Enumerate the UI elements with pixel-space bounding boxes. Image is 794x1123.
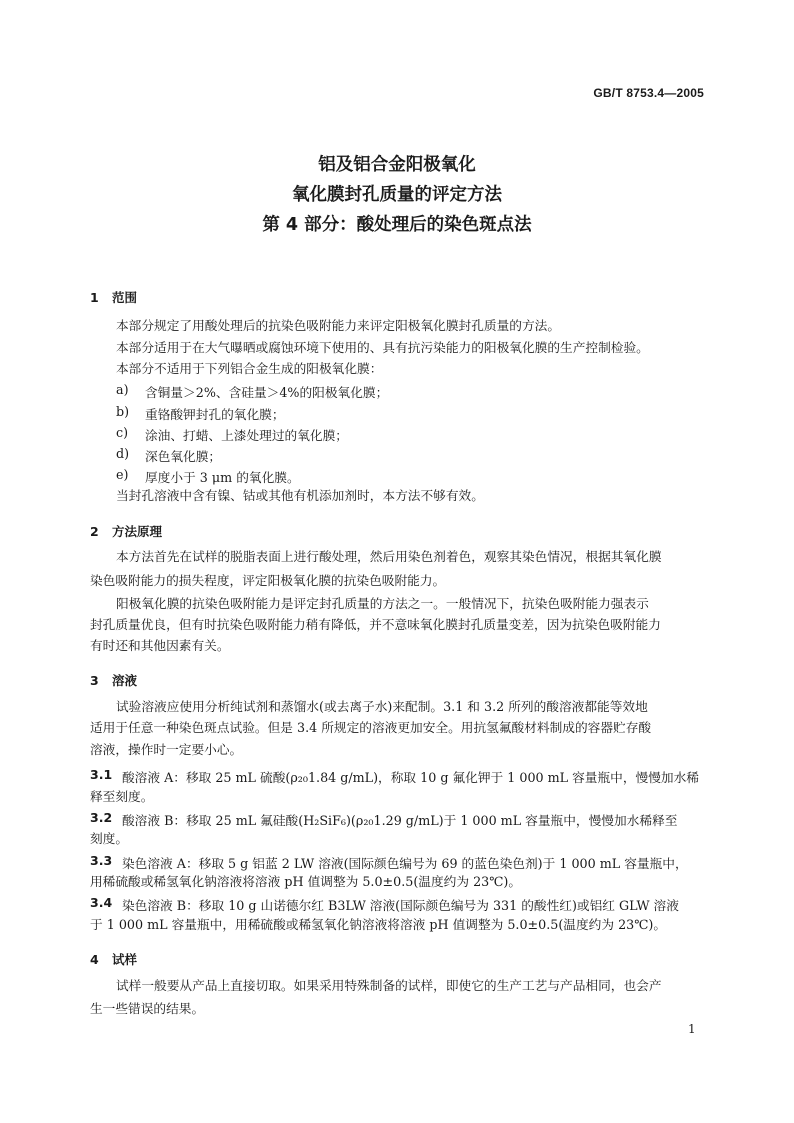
section-3-number: 3 bbox=[90, 673, 99, 688]
section-4-paragraph-line-1: 试样一般要从产品上直接切取。如果采用特殊制备的试样，即使它的生产工艺与产品相同，也会产 bbox=[116, 978, 662, 993]
section-1-paragraph-2: 本部分适用于在大气曝晒或腐蚀环境下使用的、具有抗污染能力的阳极氧化膜的生产控制检验。 bbox=[116, 340, 649, 355]
document-title bbox=[0, 150, 794, 240]
section-2-paragraph-1-line-1: 本方法首先在试样的脱脂表面上进行酸处理，然后用染色剂着色，观察其染色情况，根据其氧化膜 bbox=[116, 549, 662, 564]
section-3-paragraph-line-3: 溶液，操作时一定要小心。 bbox=[90, 742, 243, 757]
list-item-text: 深色氧化膜； bbox=[145, 449, 222, 464]
list-item-letter: d) bbox=[116, 446, 130, 461]
section-1-paragraph-4: 当封孔溶液中含有镍、钴或其他有机添加剂时，本方法不够有效。 bbox=[116, 488, 484, 503]
section-2-number: 2 bbox=[90, 524, 99, 539]
list-item-text: 含铜量＞2%、含硅量＞4%的阳极氧化膜； bbox=[145, 385, 389, 400]
section-2-paragraph-2-line-2: 封孔质量优良，但有时抗染色吸附能力稍有降低，并不意味氧化膜封孔质量变差，因为抗染色吸附能力 bbox=[90, 617, 661, 632]
section-2-title: 方法原理 bbox=[112, 524, 163, 539]
list-item-text: 重铬酸钾封孔的氧化膜； bbox=[145, 407, 285, 422]
list-item-letter: c) bbox=[116, 425, 129, 440]
section-4-title: 试样 bbox=[112, 952, 138, 967]
clause-text-line-2: 于 1 000 mL 容量瓶中，用稀硫酸或稀氢氧化钠溶液将溶液 pH 值调整为 5.0±0.5(温度约为 23℃)。 bbox=[90, 917, 667, 932]
clause-text-line-2: 释至刻度。 bbox=[90, 789, 154, 804]
list-item-text: 厚度小于 3 μm 的氧化膜。 bbox=[145, 470, 300, 485]
list-item-letter: e) bbox=[116, 467, 129, 482]
list-item-letter: b) bbox=[116, 404, 130, 419]
section-4-heading bbox=[90, 950, 137, 968]
section-1-heading bbox=[90, 288, 137, 306]
clause-text-line-1: 酸溶液 A：移取 25 mL 硫酸(ρ₂₀1.84 g/mL)，称取 10 g 氟化钾于 1 000 mL 容量瓶中，慢慢加水稀 bbox=[122, 770, 699, 785]
page-number: 1 bbox=[688, 1022, 696, 1036]
clause-text-line-2: 用稀硫酸或稀氢氧化钠溶液将溶液 pH 值调整为 5.0±0.5(温度约为 23℃)。 bbox=[90, 874, 522, 889]
clause-number: 3.3 bbox=[90, 853, 113, 868]
section-1-title: 范围 bbox=[112, 290, 138, 305]
section-3-heading bbox=[90, 671, 137, 689]
section-1-paragraph-1: 本部分规定了用酸处理后的抗染色吸附能力来评定阳极氧化膜封孔质量的方法。 bbox=[116, 318, 561, 333]
list-item-letter: a) bbox=[116, 382, 129, 397]
clause-text-line-1: 染色溶液 A：移取 5 g 铝蓝 2 LW 溶液(国际颜色编号为 69 的蓝色染色剂)于 1 000 mL 容量瓶中， bbox=[122, 856, 688, 871]
section-3-title: 溶液 bbox=[112, 673, 138, 688]
title-line-1: 铝及铝合金阳极氧化 bbox=[318, 155, 476, 175]
clause-number: 3.1 bbox=[90, 767, 113, 782]
clause-number: 3.4 bbox=[90, 895, 113, 910]
section-4-number: 4 bbox=[90, 952, 99, 967]
section-2-heading bbox=[90, 522, 162, 540]
section-2-paragraph-2-line-1: 阳极氧化膜的抗染色吸附能力是评定封孔质量的方法之一。一般情况下，抗染色吸附能力强表示 bbox=[116, 596, 649, 611]
clause-text-line-2: 刻度。 bbox=[90, 831, 129, 846]
section-2-paragraph-1-line-2: 染色吸附能力的损失程度，评定阳极氧化膜的抗染色吸附能力。 bbox=[90, 573, 446, 588]
clause-text-line-1: 染色溶液 B：移取 10 g 山诺德尔红 B3LW 溶液(国际颜色编号为 331 的酸性红)或铝红 GLW 溶液 bbox=[122, 898, 679, 913]
list-item-text: 涂油、打蜡、上漆处理过的氧化膜； bbox=[145, 428, 348, 443]
section-3-paragraph-line-2: 适用于任意一种染色斑点试验。但是 3.4 所规定的溶液更加安全。用抗氢氟酸材料制成的容器贮存酸 bbox=[90, 720, 652, 735]
standard-code: GB/T 8753.4—2005 bbox=[593, 86, 704, 100]
section-3-paragraph-line-1: 试验溶液应使用分析纯试剂和蒸馏水(或去离子水)来配制。3.1 和 3.2 所列的酸溶液都能等效地 bbox=[116, 699, 648, 714]
section-1-paragraph-3: 本部分不适用于下列铝合金生成的阳极氧化膜： bbox=[116, 361, 383, 376]
section-1-number: 1 bbox=[90, 290, 99, 305]
section-2-paragraph-2-line-3: 有时还和其他因素有关。 bbox=[90, 638, 230, 653]
title-line-3: 第 4 部分：酸处理后的染色斑点法 bbox=[262, 215, 532, 235]
section-4-paragraph-line-2: 生一些错误的结果。 bbox=[90, 1001, 205, 1016]
clause-number: 3.2 bbox=[90, 810, 113, 825]
clause-text-line-1: 酸溶液 B：移取 25 mL 氟硅酸(H₂SiF₆)(ρ₂₀1.29 g/mL)于 1 000 mL 容量瓶中，慢慢加水稀释至 bbox=[122, 813, 678, 828]
title-line-2: 氧化膜封孔质量的评定方法 bbox=[292, 185, 502, 205]
